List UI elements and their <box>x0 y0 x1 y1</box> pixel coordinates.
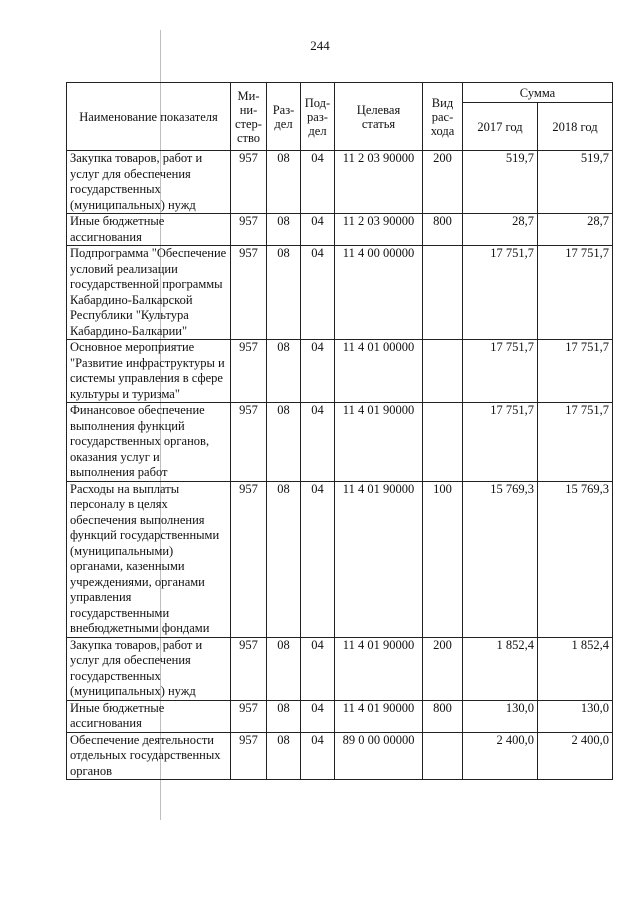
row-expense-type: 800 <box>423 700 463 732</box>
row-expense-type <box>423 732 463 780</box>
row-section: 08 <box>267 637 301 700</box>
row-section: 08 <box>267 246 301 340</box>
header-target: Целевая статья <box>335 83 423 151</box>
row-subsection: 04 <box>301 340 335 403</box>
table-row <box>67 403 613 482</box>
row-target: 11 4 01 90000 <box>335 700 423 732</box>
row-name: Иные бюджетные ассигнования <box>67 700 231 732</box>
row-amount-2018: 17 751,7 <box>538 403 613 482</box>
row-expense-type <box>423 403 463 482</box>
row-target: 11 4 01 90000 <box>335 481 423 637</box>
row-amount-2018: 2 400,0 <box>538 732 613 780</box>
row-ministry: 957 <box>231 246 267 340</box>
table-row <box>67 340 613 403</box>
row-target: 11 4 01 90000 <box>335 637 423 700</box>
table-row <box>67 246 613 340</box>
row-amount-2017: 1 852,4 <box>463 637 538 700</box>
row-subsection: 04 <box>301 732 335 780</box>
row-amount-2018: 15 769,3 <box>538 481 613 637</box>
row-amount-2018: 17 751,7 <box>538 246 613 340</box>
row-subsection: 04 <box>301 151 335 214</box>
row-section: 08 <box>267 732 301 780</box>
row-amount-2017: 17 751,7 <box>463 340 538 403</box>
row-section: 08 <box>267 403 301 482</box>
table-row <box>67 214 613 246</box>
row-amount-2017: 130,0 <box>463 700 538 732</box>
row-subsection: 04 <box>301 246 335 340</box>
row-ministry: 957 <box>231 481 267 637</box>
row-name: Подпрограмма "Обеспечение условий реализации государственной программы Кабардино-Балкарской Республики "Культура Кабардино-Балкарии" <box>67 246 231 340</box>
budget-table <box>66 82 613 780</box>
row-expense-type <box>423 246 463 340</box>
row-amount-2018: 519,7 <box>538 151 613 214</box>
row-amount-2018: 130,0 <box>538 700 613 732</box>
row-target: 11 2 03 90000 <box>335 151 423 214</box>
row-name: Обеспечение деятельности отдельных государственных органов <box>67 732 231 780</box>
row-amount-2018: 28,7 <box>538 214 613 246</box>
row-amount-2018: 17 751,7 <box>538 340 613 403</box>
row-section: 08 <box>267 340 301 403</box>
row-ministry: 957 <box>231 151 267 214</box>
row-amount-2017: 15 769,3 <box>463 481 538 637</box>
row-ministry: 957 <box>231 403 267 482</box>
row-subsection: 04 <box>301 403 335 482</box>
row-amount-2018: 1 852,4 <box>538 637 613 700</box>
row-target: 11 4 01 90000 <box>335 403 423 482</box>
row-expense-type: 100 <box>423 481 463 637</box>
header-ministry: Ми- ни- стер- ство <box>231 83 267 151</box>
table-row <box>67 151 613 214</box>
row-amount-2017: 519,7 <box>463 151 538 214</box>
row-name: Иные бюджетные ассигнования <box>67 214 231 246</box>
row-section: 08 <box>267 481 301 637</box>
row-section: 08 <box>267 700 301 732</box>
row-amount-2017: 17 751,7 <box>463 246 538 340</box>
table-row <box>67 732 613 780</box>
row-expense-type: 200 <box>423 151 463 214</box>
row-ministry: 957 <box>231 214 267 246</box>
row-target: 11 4 00 00000 <box>335 246 423 340</box>
header-expense-type: Вид рас- хода <box>423 83 463 151</box>
row-subsection: 04 <box>301 214 335 246</box>
row-name: Финансовое обеспечение выполнения функций государственных органов, оказания услуг и выполнения работ <box>67 403 231 482</box>
row-name: Основное мероприятие "Развитие инфраструктуры и системы управления в сфере культуры и туризма" <box>67 340 231 403</box>
row-amount-2017: 28,7 <box>463 214 538 246</box>
row-expense-type: 800 <box>423 214 463 246</box>
row-expense-type <box>423 340 463 403</box>
header-year-2018: 2018 год <box>538 103 613 151</box>
row-name: Закупка товаров, работ и услуг для обеспечения государственных (муниципальных) нужд <box>67 151 231 214</box>
header-sum: Сумма <box>463 83 613 103</box>
row-ministry: 957 <box>231 700 267 732</box>
row-amount-2017: 17 751,7 <box>463 403 538 482</box>
row-section: 08 <box>267 214 301 246</box>
row-target: 11 2 03 90000 <box>335 214 423 246</box>
row-subsection: 04 <box>301 637 335 700</box>
table-row <box>67 700 613 732</box>
table-row <box>67 637 613 700</box>
row-ministry: 957 <box>231 637 267 700</box>
row-name: Расходы на выплаты персоналу в целях обеспечения выполнения функций государственными (муниципальными) органами, казенными учреждениями, органами управления государственными внебюджетными фондами <box>67 481 231 637</box>
row-target: 11 4 01 00000 <box>335 340 423 403</box>
row-amount-2017: 2 400,0 <box>463 732 538 780</box>
row-target: 89 0 00 00000 <box>335 732 423 780</box>
row-subsection: 04 <box>301 481 335 637</box>
header-name: Наименование показателя <box>67 83 231 151</box>
row-name: Закупка товаров, работ и услуг для обеспечения государственных (муниципальных) нужд <box>67 637 231 700</box>
header-subsection: Под- раз- дел <box>301 83 335 151</box>
row-section: 08 <box>267 151 301 214</box>
table-row <box>67 481 613 637</box>
row-subsection: 04 <box>301 700 335 732</box>
row-ministry: 957 <box>231 340 267 403</box>
page-number: 244 <box>310 38 330 53</box>
row-ministry: 957 <box>231 732 267 780</box>
header-year-2017: 2017 год <box>463 103 538 151</box>
row-expense-type: 200 <box>423 637 463 700</box>
header-section: Раз- дел <box>267 83 301 151</box>
